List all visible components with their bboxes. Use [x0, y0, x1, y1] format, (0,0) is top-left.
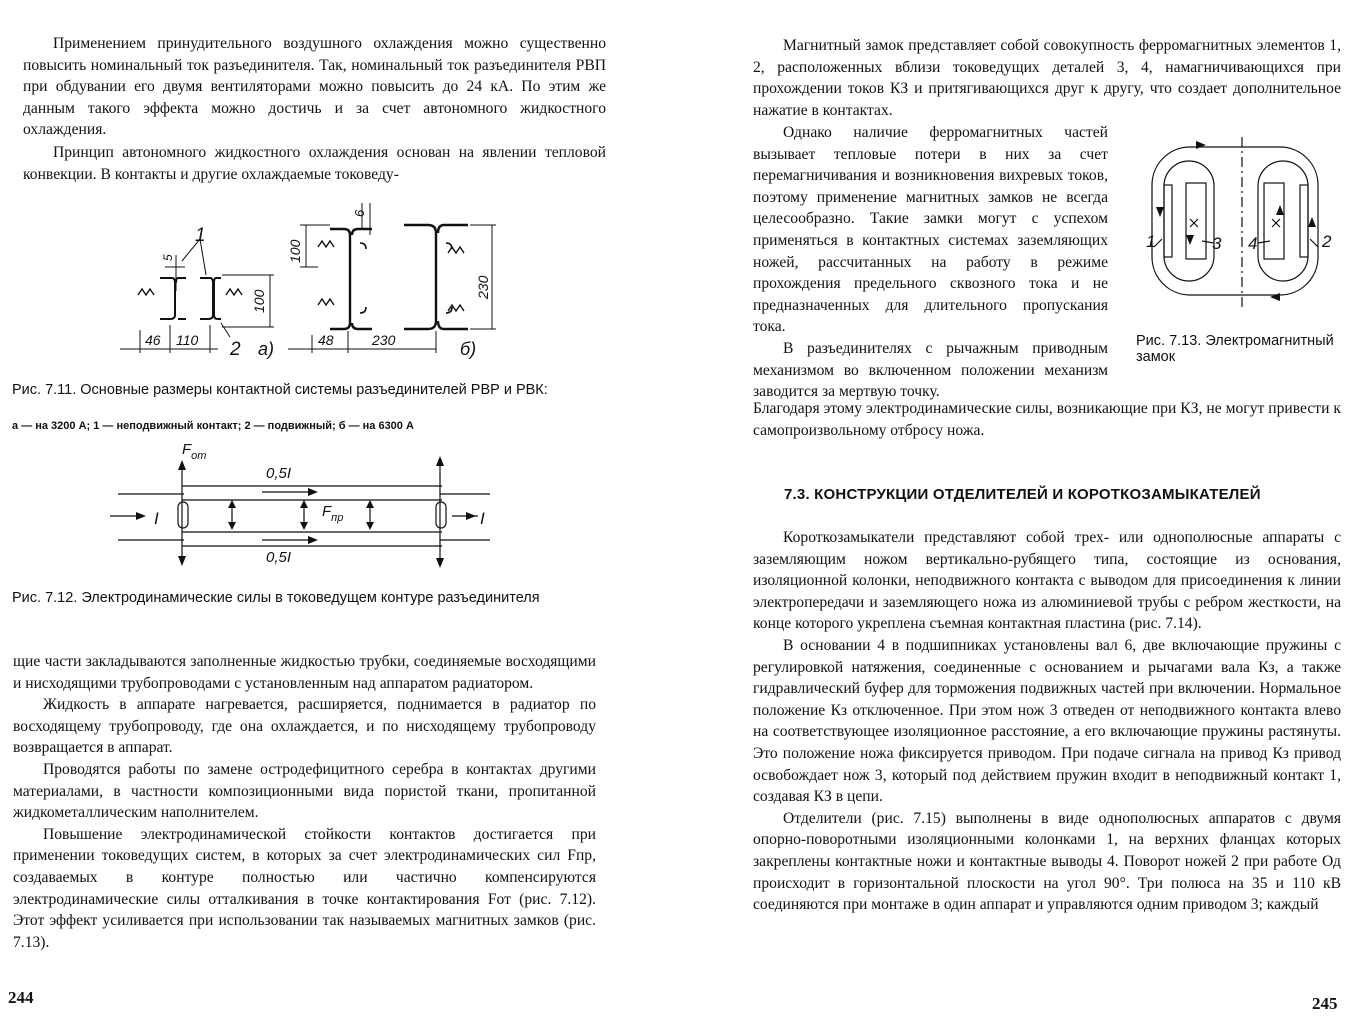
fig712-label-bottom: 0,5I	[266, 549, 292, 566]
paragraph: Благодаря этому электродинамические силы, возникающие при КЗ, не могут привести к самопроизвольному отбросу ножа.	[753, 400, 1341, 439]
figure-7-12	[0, 440, 675, 580]
paragraph: В основании 4 в подшипниках установлены вал 6, две включающие пружины с регулировкой натяжения, соединенные с основанием и рычагами вала Кз, а также гидравлический буфер для торможения подвижных частей при включении. Нормальное положение Кз отключенное. При этом нож 3 отведен от неподвижного контакта влево на соответствующее изоляционное расстояние, а его включающие пружины растянуты. Это положение ножа фиксируется приводом. При подаче сигнала на привод Кз привод освобождает нож 3, который под действием пружин входит в неподвижный контакт 1, создавая КЗ в цепи.	[753, 636, 1341, 806]
right-after-fig-text	[753, 398, 1341, 441]
right-narrow-text	[753, 122, 1108, 403]
paragraph: щие части закладываются заполненные жидкостью трубки, соединяемые восходящими и нисходящими трубопроводами с установленным над аппаратом радиатором.	[13, 653, 596, 692]
fig711-label-2: 2	[230, 339, 241, 360]
paragraph: Отделители (рис. 7.15) выполнены в виде однополюсных аппаратов с двумя опорно-поворотными изоляционными колонками 1, на верхних фланцах которых закреплены контактные ножи и контактные выводы 4. Поворот ножей 2 при работе Од происходит в горизонтальной плоскости на угол 90°. Три полюса на 35 и 110 кВ соединяются при монтаже в один аппарат и управляются одним приводом 3; каждый	[753, 809, 1341, 914]
left-page	[0, 0, 675, 1018]
fig711-dim-5: 5	[161, 254, 175, 261]
fig711-note: а — на 3200 А; 1 — неподвижный контакт; 2 — подвижный; б — на 6300 А	[12, 420, 414, 432]
fig713-label-3: 3	[1212, 234, 1222, 253]
fig712-label-fot: $F_{от}$	[182, 441, 207, 462]
page-number: 245	[1312, 994, 1338, 1013]
paragraph: Магнитный замок представляет собой совокупность ферромагнитных элементов 1, 2, расположенных вблизи токоведущих деталей 3, 4, намагничивающихся при прохождении токов КЗ и притягивающихся друг к другу, что создает дополнительное нажатие в контактах.	[753, 37, 1341, 119]
paragraph: Применением принудительного воздушного охлаждения можно существенно повысить номинальный ток разъединителя. Так, номинальный ток разъединителя РВП при обдувании его двумя вентиляторами можно повысить до 24 кА. По этим же данным такого эффекта можно достичь и за счет автономного жидкостного охлаждения.	[23, 35, 606, 139]
right-page	[676, 0, 1351, 1018]
fig712-label-top: 0,5I	[266, 465, 292, 482]
figure-7-13	[1146, 135, 1336, 315]
page-number: 244	[8, 988, 34, 1007]
fig712-label-fpr: $F_{пр}$	[322, 503, 344, 524]
figure-7-11	[0, 195, 675, 370]
fig711-dim-6: 6	[352, 209, 367, 217]
fig711-dim-46: 46	[145, 332, 161, 348]
paragraph: Проводятся работы по замене остродефицитного серебра в контактах другими материалами, в частности композиционными вида пористой ткани, пропитанной жидкометаллическим наполнителем.	[13, 760, 596, 822]
right-top-text	[753, 35, 1341, 121]
section-heading: 7.3. КОНСТРУКЦИИ ОТДЕЛИТЕЛЕЙ И КОРОТКОЗАМЫКАТЕЛЕЙ	[784, 486, 1261, 503]
fig711-label-1: 1	[195, 225, 206, 246]
fig711-caption: Рис. 7.11. Основные размеры контактной системы разъединителей РВР и РВК:	[12, 382, 548, 398]
paragraph: Принцип автономного жидкостного охлаждения основан на явлении тепловой конвекции. В контакты и другие охлаждаемые токоведу-	[23, 143, 606, 183]
left-bottom-text	[13, 651, 596, 953]
fig713-label-2: 2	[1322, 232, 1332, 251]
fig711-dim-100b: 100	[287, 239, 303, 263]
paragraph: Однако наличие ферромагнитных частей вызывает тепловые потери в них за счет перемагничивания и возникновения вихревых токов, поэтому применение магнитных замков не всегда целесообразно. Такие замки могут с успехом применяться в контактных системах заземляющих ножей, рассчитанных на работу в режиме прохождения предельного сквозного тока и не предназначенных для длительного пропускания тока.	[753, 124, 1108, 336]
paragraph: Короткозамыкатели представляют собой трех- или однополюсные аппараты с заземляющим ножом вертикально-рубящего типа, состоящие из основания, изоляционной колонки, неподвижного контакта с выводом для присоединения к линии электропередачи и заземляющего ножа из алюминиевой трубы с ребром жесткости, на конце которого укреплена съемная контактная пластина (рис. 7.14).	[753, 529, 1341, 633]
fig711-tag-a: а)	[258, 339, 275, 359]
fig711-dim-230h: 230	[372, 332, 396, 348]
fig713-caption: Рис. 7.13. Электромагнитный замок	[1136, 333, 1334, 365]
left-top-text	[23, 33, 606, 185]
fig711-dim-48: 48	[318, 332, 334, 348]
fig711-dim-100a: 100	[251, 289, 267, 313]
fig711-dim-110: 110	[176, 332, 199, 348]
right-bottom-text	[753, 527, 1341, 916]
fig713-label-4: 4	[1248, 234, 1258, 253]
paragraph: Жидкость в аппарате нагревается, расширяется, поднимается в радиатор по восходящему трубопроводу, где она охлаждается, и по нисходящему трубопроводу возвращается в аппарат.	[13, 696, 596, 757]
fig712-label-i-left: I	[154, 509, 159, 528]
fig711-dim-230v: 230	[475, 275, 491, 299]
fig712-caption: Рис. 7.12. Электродинамические силы в токоведущем контуре разъединителя	[12, 590, 540, 606]
fig712-label-i-right: I	[480, 509, 485, 528]
paragraph: Повышение электродинамической стойкости контактов достигается при применении токоведущих систем, в которых за счет электродинамических сил Fпр, создаваемых в контуре полностью или частично компенсируются электродинамические силы отталкивания в точке контактирования Fот (рис. 7.12). Этот эффект усиливается при использовании так называемых магнитных замков (рис. 7.13).	[13, 825, 596, 951]
fig711-tag-b: б)	[460, 339, 477, 359]
paragraph: В разъединителях с рычажным приводным механизмом во включенном положении механизм заводится за мертвую точку.	[753, 339, 1108, 401]
fig713-label-1: 1	[1146, 232, 1156, 251]
